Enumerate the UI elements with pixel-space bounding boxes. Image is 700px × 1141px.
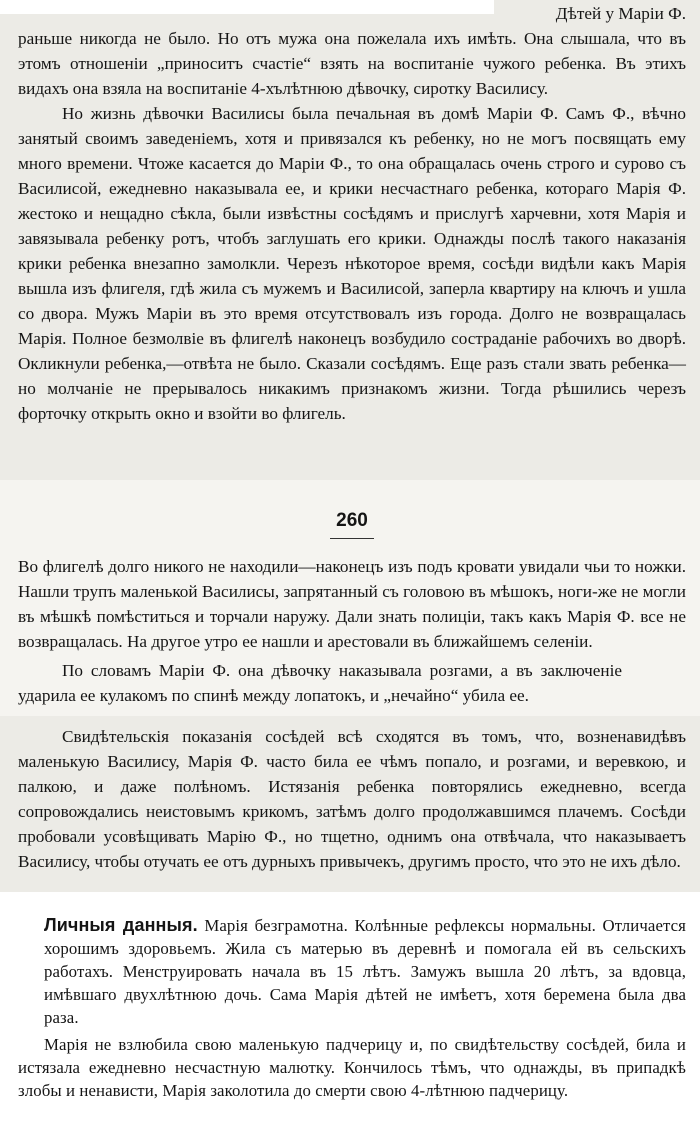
- paragraph-2: Но жизнь дѣвочки Василисы была печальная въ домѣ Маріи Ф. Самъ Ф., вѣчно занятый своимъ заведеніемъ, хотя и привязался къ ребенку, но не могъ посвящать ему много времени. Чтоже касается до Маріи Ф., то она обращалась очень строго и сурово съ Василисой, ежедневно наказывала ее, и крики несчастнаго ребенка, котораго Марія Ф. жестоко и нещадно сѣкла, были извѣстны сосѣдямъ и прислугѣ харчевни, хотя Марія и завязывала ребенку ротъ, чтобъ заглушать его крики. Однажды послѣ такого наказанія крики ребенка внезапно замолкли. Черезъ нѣкоторое время, сосѣди видѣли какъ Марія вышла изъ флигеля, гдѣ жила съ мужемъ и Василисой, заперла квартиру на ключъ и ушла со двора. Мужъ Маріи въ это время отсутствовалъ изъ города. Долго не возвращалась Марія. Полное безмолвіе въ флигелѣ наконецъ возбудило состраданіе рабочихъ во дворѣ. Окликнули ребенка,—отвѣта не было. Сказали сосѣдямъ. Еще разъ стали звать ребенка—но молчаніе не прерывалось никакимъ признакомъ жизни. Тогда рѣшились черезъ форточку открыть окно и взойти во флигель.: [18, 104, 686, 423]
- paragraph-6: [44, 914, 686, 1029]
- page-number-rule: [330, 538, 374, 539]
- paragraph-4: По словамъ Маріи Ф. она дѣвочку наказывала розгами, а въ заключеніе ударила ее кулакомъ по спинѣ между лопатокъ, и „нечайно“ убила ее.: [18, 661, 622, 705]
- paragraph-5: Свидѣтельскія показанія сосѣдей всѣ сходятся въ томъ, что, возненавидѣвъ маленькую Василису, Марія Ф. часто била ее чѣмъ попало, и розгами, и веревкою, и палкою, и даже полѣномъ. Истязанія ребенка повторялись ежедневно, всегда сопровождались неистовымъ крикомъ, затѣмъ долго продолжавшимся плачемъ. Сосѣди пробовали усовѣщивать Марію Ф., но тщетно, однимъ она отвѣчала, что наказываетъ Василису, чтобы отучать ее отъ дурныхъ привычекъ, другимъ просто, что это не ихъ дѣло.: [18, 727, 686, 871]
- page-number-area: [18, 480, 686, 554]
- scan-fragment-personal-data: [0, 914, 700, 1141]
- redaction-mask: [0, 0, 494, 14]
- section-heading: Личныя данныя.: [44, 915, 198, 935]
- paragraph-3: Во флигелѣ долго никого не находили—наконецъ изъ подъ кровати увидали чьи то ножки. Нашли трупъ маленькой Василисы, запрятанный съ головою въ мѣшокъ, ноги-же не могли въ мѣшкѣ помѣститься и торчали наружу. Дали знать полиціи, такъ какъ Марія Ф. все не возвращалась. На другое утро ее нашли и арестовали въ ближайшемъ селеніи.: [18, 557, 686, 651]
- paragraph-6-text: Марія безграмотна. Колѣнные рефлексы нормальны. Отличается хорошимъ здоровьемъ. Жила съ матерью въ деревнѣ и помогала ей въ сельскихъ работахъ. Менструировать начала въ 15 лѣтъ. Замужъ вышла 20 лѣтъ, за вдовца, имѣвшаго двухлѣтнюю дочь. Сама Марія дѣтей не имѣетъ, хотя беремена была два раза.: [44, 916, 686, 1027]
- scan-fragment-top: [0, 0, 700, 480]
- page-number: 260: [336, 510, 368, 531]
- scan-fragment-middle: [0, 480, 700, 716]
- paragraph-1: раньше никогда не было. Но отъ мужа она пожелала ихъ имѣть. Она слышала, что въ этомъ отношеніи „приноситъ счастіе“ взять на воспитаніе чужого ребенка. Въ этихъ видахъ она взяла на воспитаніе 4-хълѣтнюю дѣвочку, сиротку Василису.: [18, 29, 686, 98]
- fragment-first-line: Дѣтей у Маріи Ф.: [555, 4, 686, 23]
- paragraph-7: Марія не взлюбила свою маленькую падчерицу и, по свидѣтельству сосѣдей, била и истязала ежедневно несчастную малютку. Кончилось тѣмъ, что однажды, въ припадкѣ злобы и ненависти, Марія заколотила до смерти свою 4-лѣтнюю падчерицу.: [18, 1035, 686, 1100]
- scan-fragment-witnesses: [0, 716, 700, 892]
